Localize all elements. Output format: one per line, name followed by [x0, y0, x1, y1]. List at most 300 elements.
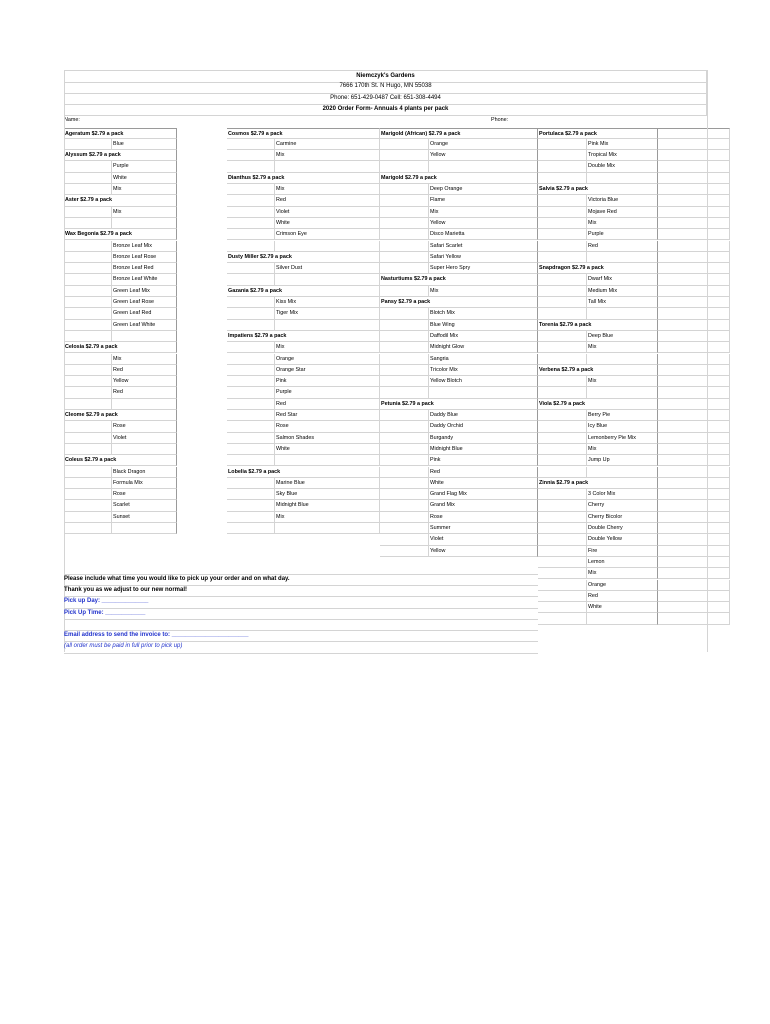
quantity-cell[interactable]: [64, 354, 112, 365]
quantity-cell[interactable]: [227, 478, 275, 489]
quantity-cell[interactable]: [538, 195, 587, 206]
plant-category-header: Wax Begonia $2.79 a pack: [64, 229, 112, 240]
quantity-cell[interactable]: [538, 444, 587, 455]
empty-cell: [658, 387, 730, 398]
quantity-cell[interactable]: [64, 274, 112, 285]
plant-variety: Tropical Mix: [587, 150, 658, 161]
quantity-cell[interactable]: [538, 252, 587, 263]
empty-cell: [275, 331, 380, 342]
plant-variety: Medium Mix: [587, 286, 658, 297]
quantity-cell[interactable]: [227, 139, 275, 150]
plant-category-header: Impatiens $2.79 a pack: [227, 331, 275, 342]
quantity-cell[interactable]: [64, 421, 112, 432]
plant-variety: White: [429, 478, 538, 489]
quantity-cell[interactable]: [538, 173, 587, 184]
quantity-cell[interactable]: [227, 297, 275, 308]
empty-cell: [658, 602, 730, 613]
plant-variety: Double Cherry: [587, 523, 658, 534]
plant-variety: Orange: [587, 580, 658, 591]
pickup-time-field[interactable]: Pick Up Time: ____________: [64, 609, 146, 616]
quantity-cell[interactable]: [227, 229, 275, 240]
plant-variety: Orange: [429, 139, 538, 150]
plant-variety: Yellow: [112, 376, 177, 387]
quantity-cell[interactable]: [227, 410, 275, 421]
empty-cell: [275, 274, 380, 285]
quantity-cell[interactable]: [64, 376, 112, 387]
empty-cell: [429, 387, 538, 398]
plant-variety: Daddy Orchid: [429, 421, 538, 432]
quantity-cell[interactable]: [64, 489, 112, 500]
empty-cell: [112, 399, 177, 410]
quantity-cell[interactable]: [380, 489, 429, 500]
quantity-cell[interactable]: [538, 500, 587, 511]
empty-cell: [658, 546, 730, 557]
quantity-cell[interactable]: [380, 512, 429, 523]
empty-cell: [275, 455, 380, 466]
quantity-cell[interactable]: [227, 342, 275, 353]
empty-cell: [658, 308, 730, 319]
plant-category-header: Aster $2.79 a pack: [64, 195, 112, 206]
quantity-cell[interactable]: [538, 241, 587, 252]
quantity-cell[interactable]: [380, 195, 429, 206]
quantity-cell[interactable]: [538, 546, 587, 557]
plant-variety: Yellow Blotch: [429, 376, 538, 387]
plant-variety: Grand Mix: [429, 500, 538, 511]
quantity-cell[interactable]: [64, 263, 112, 274]
empty-cell: [275, 252, 380, 263]
quantity-cell[interactable]: [538, 161, 587, 172]
plant-variety: Mix: [275, 512, 380, 523]
quantity-cell[interactable]: [227, 512, 275, 523]
plant-variety: Marine Blue: [275, 478, 380, 489]
plant-variety: Red: [429, 467, 538, 478]
empty-cell: [658, 365, 730, 376]
empty-cell: [587, 387, 658, 398]
quantity-cell[interactable]: [538, 591, 587, 602]
plant-variety: Safari Scarlet: [429, 241, 538, 252]
plant-variety: Mix: [429, 207, 538, 218]
empty-cell: [429, 161, 538, 172]
plant-variety: Purple: [587, 229, 658, 240]
quantity-cell[interactable]: [538, 331, 587, 342]
quantity-cell[interactable]: [538, 229, 587, 240]
quantity-cell[interactable]: [538, 387, 587, 398]
plant-variety: Double Mix: [587, 161, 658, 172]
empty-cell: [658, 580, 730, 591]
plant-variety: Green Leaf White: [112, 320, 177, 331]
plant-variety: Midnight Blue: [275, 500, 380, 511]
empty-cell: [587, 613, 658, 624]
name-label: Name:: [64, 117, 80, 124]
empty-cell: [658, 376, 730, 387]
empty-cell: [658, 173, 730, 184]
plant-variety: Tall Mix: [587, 297, 658, 308]
quantity-cell[interactable]: [538, 421, 587, 432]
quantity-cell[interactable]: [227, 274, 275, 285]
plant-variety: Rose: [275, 421, 380, 432]
quantity-cell[interactable]: [380, 218, 429, 229]
empty-cell: [275, 286, 380, 297]
plant-variety: Red: [275, 399, 380, 410]
quantity-cell[interactable]: [538, 613, 587, 624]
empty-cell: [112, 150, 177, 161]
quantity-cell[interactable]: [380, 534, 429, 545]
empty-cell: [587, 128, 658, 139]
empty-cell: [658, 252, 730, 263]
quantity-cell[interactable]: [380, 444, 429, 455]
plant-variety: Mix: [112, 354, 177, 365]
plant-variety: Orange: [275, 354, 380, 365]
empty-cell: [112, 229, 177, 240]
plant-variety: Kiss Mix: [275, 297, 380, 308]
quantity-cell[interactable]: [64, 286, 112, 297]
plant-variety: Mojave Red: [587, 207, 658, 218]
quantity-cell[interactable]: [64, 399, 112, 410]
quantity-cell[interactable]: [538, 297, 587, 308]
quantity-cell[interactable]: [227, 421, 275, 432]
business-phones: Phone: 651-429-0487 Cell: 651-308-4494: [64, 93, 707, 105]
plant-variety: Bronze Leaf Mix: [112, 241, 177, 252]
empty-cell: [658, 286, 730, 297]
plant-variety: Mix: [587, 342, 658, 353]
empty-cell: [658, 410, 730, 421]
quantity-cell[interactable]: [64, 523, 112, 534]
empty-cell: [275, 161, 380, 172]
plant-variety: Mix: [112, 207, 177, 218]
empty-cell: [658, 195, 730, 206]
quantity-cell[interactable]: [538, 602, 587, 613]
empty-cell: [658, 150, 730, 161]
quantity-cell[interactable]: [538, 489, 587, 500]
plant-variety: Midnight Glow: [429, 342, 538, 353]
plant-variety: Scarlet: [112, 500, 177, 511]
empty-cell: [658, 591, 730, 602]
quantity-cell[interactable]: [538, 286, 587, 297]
quantity-cell[interactable]: [64, 161, 112, 172]
plant-variety: Rose: [112, 489, 177, 500]
plant-category-header: Marigold (African) $2.79 a pack: [380, 128, 429, 139]
empty-cell: [587, 173, 658, 184]
plant-variety: Red: [112, 387, 177, 398]
quantity-cell[interactable]: [227, 150, 275, 161]
quantity-cell[interactable]: [64, 331, 112, 342]
quantity-cell[interactable]: [538, 139, 587, 150]
quantity-cell[interactable]: [227, 399, 275, 410]
quantity-cell[interactable]: [380, 467, 429, 478]
empty-cell: [658, 139, 730, 150]
empty-cell: [587, 320, 658, 331]
quantity-cell[interactable]: [227, 387, 275, 398]
empty-cell: [658, 557, 730, 568]
plant-variety: White: [275, 218, 380, 229]
plant-variety: Purple: [275, 387, 380, 398]
empty-cell: [658, 534, 730, 545]
plant-variety: Bronze Leaf Red: [112, 263, 177, 274]
quantity-cell[interactable]: [380, 320, 429, 331]
empty-cell: [658, 421, 730, 432]
plant-category-header: Gazania $2.79 a pack: [227, 286, 275, 297]
empty-cell: [658, 297, 730, 308]
plant-variety: Salmon Shades: [275, 433, 380, 444]
plant-variety: Daddy Blue: [429, 410, 538, 421]
grid-line: [64, 70, 65, 652]
plant-variety: Mix: [112, 184, 177, 195]
quantity-cell[interactable]: [380, 410, 429, 421]
plant-variety: Rose: [112, 421, 177, 432]
empty-cell: [275, 241, 380, 252]
plant-variety: Midnight Blue: [429, 444, 538, 455]
empty-cell: [658, 274, 730, 285]
plant-variety: Deep Blue: [587, 331, 658, 342]
quantity-cell[interactable]: [64, 512, 112, 523]
quantity-cell[interactable]: [538, 376, 587, 387]
quantity-cell[interactable]: [380, 331, 429, 342]
plant-variety: Violet: [112, 433, 177, 444]
empty-cell: [658, 128, 730, 139]
quantity-cell[interactable]: [538, 218, 587, 229]
quantity-cell[interactable]: [64, 467, 112, 478]
quantity-cell[interactable]: [227, 455, 275, 466]
plant-variety: Green Leaf Mix: [112, 286, 177, 297]
quantity-cell[interactable]: [380, 365, 429, 376]
pickup-day-field[interactable]: Pick up Day: ______________: [64, 598, 149, 605]
plant-variety: Violet: [275, 207, 380, 218]
plant-variety: Yellow: [429, 218, 538, 229]
quantity-cell[interactable]: [538, 568, 587, 579]
quantity-cell[interactable]: [380, 139, 429, 150]
plant-variety: Pink Mix: [587, 139, 658, 150]
plant-variety: Red: [587, 241, 658, 252]
plant-variety: Sunset: [112, 512, 177, 523]
quantity-cell[interactable]: [64, 500, 112, 511]
plant-variety: Blue Wing: [429, 320, 538, 331]
quantity-cell[interactable]: [538, 580, 587, 591]
quantity-cell[interactable]: [538, 274, 587, 285]
empty-cell: [658, 433, 730, 444]
quantity-cell[interactable]: [64, 218, 112, 229]
quantity-cell[interactable]: [227, 376, 275, 387]
quantity-cell[interactable]: [380, 421, 429, 432]
empty-cell: [587, 399, 658, 410]
business-name: Niemczyk's Gardens: [64, 70, 707, 83]
empty-cell: [275, 467, 380, 478]
quantity-cell[interactable]: [380, 433, 429, 444]
quantity-cell[interactable]: [380, 150, 429, 161]
quantity-cell[interactable]: [227, 241, 275, 252]
quantity-cell[interactable]: [538, 534, 587, 545]
quantity-cell[interactable]: [538, 354, 587, 365]
quantity-cell[interactable]: [227, 207, 275, 218]
plant-category-header: Pansy $2.79 a pack: [380, 297, 429, 308]
quantity-cell[interactable]: [380, 354, 429, 365]
quantity-cell[interactable]: [227, 444, 275, 455]
quantity-cell[interactable]: [380, 546, 429, 557]
quantity-cell[interactable]: [64, 184, 112, 195]
empty-cell: [587, 365, 658, 376]
plant-variety: White: [587, 602, 658, 613]
plant-variety: Dwarf Mix: [587, 274, 658, 285]
quantity-cell[interactable]: [538, 455, 587, 466]
empty-cell: [658, 320, 730, 331]
plant-variety: Green Leaf Rose: [112, 297, 177, 308]
empty-cell: [429, 399, 538, 410]
empty-cell: [658, 241, 730, 252]
quantity-cell[interactable]: [380, 252, 429, 263]
quantity-cell[interactable]: [380, 308, 429, 319]
plant-variety: Cherry Bicolor: [587, 512, 658, 523]
empty-cell: [658, 444, 730, 455]
empty-cell: [587, 263, 658, 274]
quantity-cell[interactable]: [380, 286, 429, 297]
plant-variety: White: [112, 173, 177, 184]
quantity-cell[interactable]: [64, 320, 112, 331]
empty-cell: [658, 218, 730, 229]
empty-cell: [658, 512, 730, 523]
empty-cell: [658, 263, 730, 274]
quantity-cell[interactable]: [538, 467, 587, 478]
quantity-cell[interactable]: [227, 263, 275, 274]
plant-variety: Sky Blue: [275, 489, 380, 500]
quantity-cell[interactable]: [380, 387, 429, 398]
plant-category-header: Lobelia $2.79 a pack: [227, 467, 275, 478]
plant-variety: Mix: [587, 568, 658, 579]
empty-cell: [587, 184, 658, 195]
empty-cell: [658, 331, 730, 342]
quantity-cell[interactable]: [227, 365, 275, 376]
plant-category-header: Zinnia $2.79 a pack: [538, 478, 587, 489]
quantity-cell[interactable]: [227, 218, 275, 229]
quantity-cell[interactable]: [64, 387, 112, 398]
plant-variety: Purple: [112, 161, 177, 172]
plant-variety: Fire: [587, 546, 658, 557]
empty-cell: [429, 128, 538, 139]
quantity-cell[interactable]: [64, 207, 112, 218]
empty-cell: [587, 354, 658, 365]
pickup-instructions: Please include what time you would like to pick up your order and on what day.: [64, 575, 290, 582]
quantity-cell[interactable]: [227, 308, 275, 319]
quantity-cell[interactable]: [64, 365, 112, 376]
empty-cell: [587, 252, 658, 263]
thank-you-note: Thank you as we adjust to our new normal!: [64, 586, 188, 593]
quantity-cell[interactable]: [64, 478, 112, 489]
plant-variety: Mix: [587, 218, 658, 229]
plant-variety: Bronze Leaf White: [112, 274, 177, 285]
quantity-cell[interactable]: [227, 523, 275, 534]
plant-variety: Daffodil Mix: [429, 331, 538, 342]
empty-cell: [275, 320, 380, 331]
quantity-cell[interactable]: [380, 241, 429, 252]
quantity-cell[interactable]: [380, 478, 429, 489]
plant-category-header: Portulaca $2.79 a pack: [538, 128, 587, 139]
quantity-cell[interactable]: [64, 297, 112, 308]
plant-category-header: Verbena $2.79 a pack: [538, 365, 587, 376]
plant-category-header: Coleus $2.79 a pack: [64, 455, 112, 466]
quantity-cell[interactable]: [227, 354, 275, 365]
empty-cell: [112, 455, 177, 466]
plant-variety: Bronze Leaf Rose: [112, 252, 177, 263]
plant-category-header: Alyssum $2.79 a pack: [64, 150, 112, 161]
quantity-cell[interactable]: [538, 308, 587, 319]
plant-category-header: Nasturtiums $2.79 a pack: [380, 274, 429, 285]
quantity-cell[interactable]: [380, 184, 429, 195]
plant-variety: Deep Orange: [429, 184, 538, 195]
quantity-cell[interactable]: [64, 308, 112, 319]
quantity-cell[interactable]: [380, 161, 429, 172]
empty-cell: [112, 195, 177, 206]
plant-variety: Victoria Blue: [587, 195, 658, 206]
quantity-cell[interactable]: [64, 173, 112, 184]
plant-variety: Yellow: [429, 546, 538, 557]
plant-variety: Blue: [112, 139, 177, 150]
empty-cell: [658, 399, 730, 410]
plant-variety: Silver Dust: [275, 263, 380, 274]
quantity-cell[interactable]: [227, 433, 275, 444]
quantity-cell[interactable]: [538, 150, 587, 161]
business-address: 7666 170th St. N Hugo, MN 55038: [64, 81, 707, 93]
quantity-cell[interactable]: [380, 263, 429, 274]
quantity-cell[interactable]: [538, 342, 587, 353]
quantity-cell[interactable]: [538, 523, 587, 534]
plant-variety: Formula Mix: [112, 478, 177, 489]
quantity-cell[interactable]: [227, 184, 275, 195]
empty-cell: [658, 467, 730, 478]
quantity-cell[interactable]: [64, 241, 112, 252]
quantity-cell[interactable]: [380, 523, 429, 534]
quantity-cell[interactable]: [64, 433, 112, 444]
quantity-cell[interactable]: [64, 139, 112, 150]
quantity-cell[interactable]: [380, 455, 429, 466]
empty-cell: [275, 173, 380, 184]
payment-note: (all order must be paid in full prior to pick up): [64, 643, 183, 650]
plant-variety: Icy Blue: [587, 421, 658, 432]
plant-category-header: Cleome $2.79 a pack: [64, 410, 112, 421]
empty-cell: [112, 342, 177, 353]
empty-cell: [112, 218, 177, 229]
plant-variety: Lemonberry Pie Mix: [587, 433, 658, 444]
quantity-cell[interactable]: [227, 195, 275, 206]
quantity-cell[interactable]: [380, 342, 429, 353]
quantity-cell[interactable]: [380, 500, 429, 511]
quantity-cell[interactable]: [64, 444, 112, 455]
quantity-cell[interactable]: [538, 512, 587, 523]
quantity-cell[interactable]: [380, 376, 429, 387]
quantity-cell[interactable]: [538, 433, 587, 444]
empty-cell: [112, 128, 177, 139]
empty-cell: [658, 229, 730, 240]
plant-category-header: Ageratum $2.79 a pack: [64, 128, 112, 139]
plant-variety: Safari Yellow: [429, 252, 538, 263]
plant-variety: Orange Star: [275, 365, 380, 376]
quantity-cell[interactable]: [538, 207, 587, 218]
quantity-cell[interactable]: [380, 229, 429, 240]
empty-cell: [658, 523, 730, 534]
plant-category-header: Snapdragon $2.79 a pack: [538, 263, 587, 274]
quantity-cell[interactable]: [538, 557, 587, 568]
quantity-cell[interactable]: [227, 161, 275, 172]
plant-variety: Grand Flag Mix: [429, 489, 538, 500]
quantity-cell[interactable]: [227, 500, 275, 511]
grid-line: [64, 653, 538, 654]
email-field[interactable]: Email address to send the invoice to: _______________________: [64, 632, 249, 639]
quantity-cell[interactable]: [64, 252, 112, 263]
quantity-cell[interactable]: [227, 489, 275, 500]
quantity-cell[interactable]: [227, 320, 275, 331]
empty-cell: [658, 184, 730, 195]
plant-variety: Double Yellow: [587, 534, 658, 545]
empty-cell: [587, 478, 658, 489]
quantity-cell[interactable]: [538, 410, 587, 421]
quantity-cell[interactable]: [380, 207, 429, 218]
